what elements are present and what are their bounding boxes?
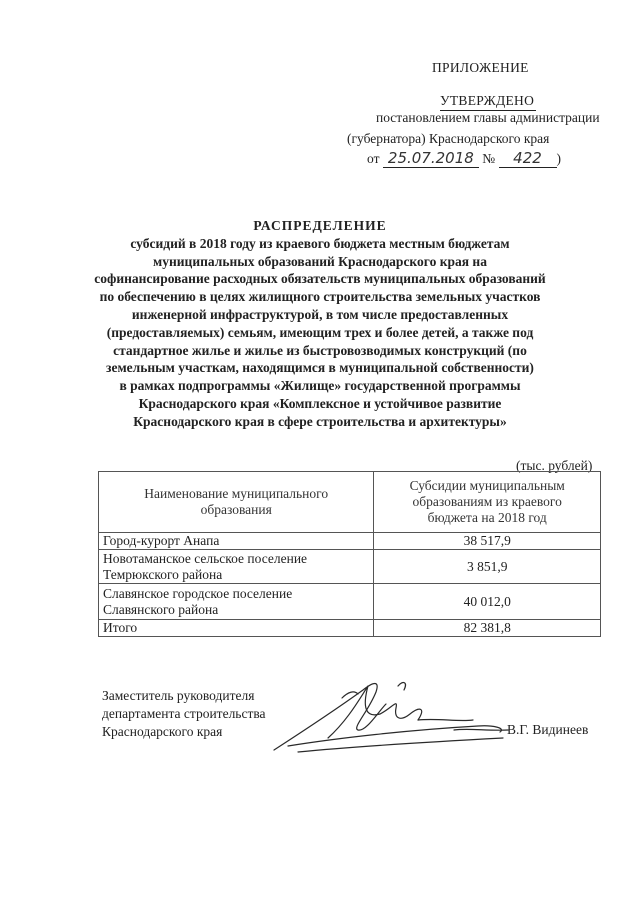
column-header-name: Наименование муниципального образования (99, 472, 374, 533)
date-prefix: от (367, 151, 380, 166)
subsidy-value: 40 012,0 (374, 584, 601, 620)
document-title (90, 217, 550, 431)
municipality-name-line: Славянского района (103, 601, 219, 617)
table-row (99, 550, 601, 584)
decree-date-line (367, 149, 561, 168)
table-row (99, 584, 601, 620)
decree-line-2: (губернатора) Краснодарского края (347, 131, 550, 146)
title-line: субсидий в 2018 году из краевого бюджета местным бюджетам (130, 235, 510, 251)
units-label: (тыс. рублей) (516, 458, 593, 473)
number-sign: № (482, 151, 496, 166)
title-line: по обеспечению в целях жилищного строительства земельных участков (99, 289, 541, 305)
municipality-name (99, 584, 374, 620)
signer-name: В.Г. Видинеев (507, 722, 589, 737)
title-line: инженерной инфраструктурой, в том числе предоставленных (131, 306, 509, 322)
handwritten-signature (268, 668, 528, 760)
decree-date: 25.07.2018 (387, 149, 474, 167)
subsidy-table (98, 471, 601, 637)
appendix-label: ПРИЛОЖЕНИЕ (432, 60, 529, 75)
table-header-row (99, 472, 601, 533)
total-label (99, 620, 374, 637)
decree-number: 422 (513, 149, 542, 167)
title-line: (предоставляемых) семьям, имеющим трех и более детей, а также под (106, 324, 534, 340)
signer-position-line-1: Заместитель руководителя (102, 688, 255, 703)
signer-position-line-3: Краснодарского края (102, 724, 223, 739)
title-heading: РАСПРЕДЕЛЕНИЕ (253, 218, 387, 233)
municipality-name-line: Город-курорт Анапа (103, 533, 220, 548)
title-line: в рамках подпрограммы «Жилище» государственной программы (119, 378, 521, 394)
table-row (99, 533, 601, 550)
municipality-name (99, 550, 374, 584)
column-header-subsidy: Субсидии муниципальным образованиям из краевого бюджета на 2018 год (374, 472, 601, 533)
municipality-name-line: Темрюкского района (103, 566, 223, 582)
signer-position-line-2: департамента строительства (102, 706, 266, 721)
close-paren: ) (556, 151, 561, 166)
title-line: Краснодарского края «Комплексное и устойчивое развитие (138, 395, 502, 411)
municipality-name-line: Новотаманское сельское поселение (103, 550, 308, 566)
title-line: земельным участкам, находящимся в муниципальной собственности) (106, 360, 534, 376)
title-line: стандартное жилье и жилье из быстровозводимых конструкций (по (113, 342, 527, 358)
subsidy-value: 3 851,9 (374, 550, 601, 584)
total-label-text: Итого (103, 620, 138, 635)
municipality-name-line: Славянское городское поселение (103, 585, 293, 601)
decree-date-field (383, 149, 479, 168)
title-line: Краснодарского края в сфере строительства и архитектуры» (133, 413, 507, 429)
municipality-name (99, 533, 374, 550)
subsidy-value: 38 517,9 (374, 533, 601, 550)
decree-line-1: постановлением главы администрации (376, 110, 600, 125)
decree-number-field (499, 149, 557, 168)
total-value: 82 381,8 (374, 620, 601, 637)
approved-label: УТВЕРЖДЕНО (440, 93, 535, 108)
table-total-row (99, 620, 601, 637)
title-line: софинансирование расходных обязательств муниципальных образований (94, 271, 546, 287)
title-line: муниципальных образований Краснодарского края на (153, 253, 487, 269)
